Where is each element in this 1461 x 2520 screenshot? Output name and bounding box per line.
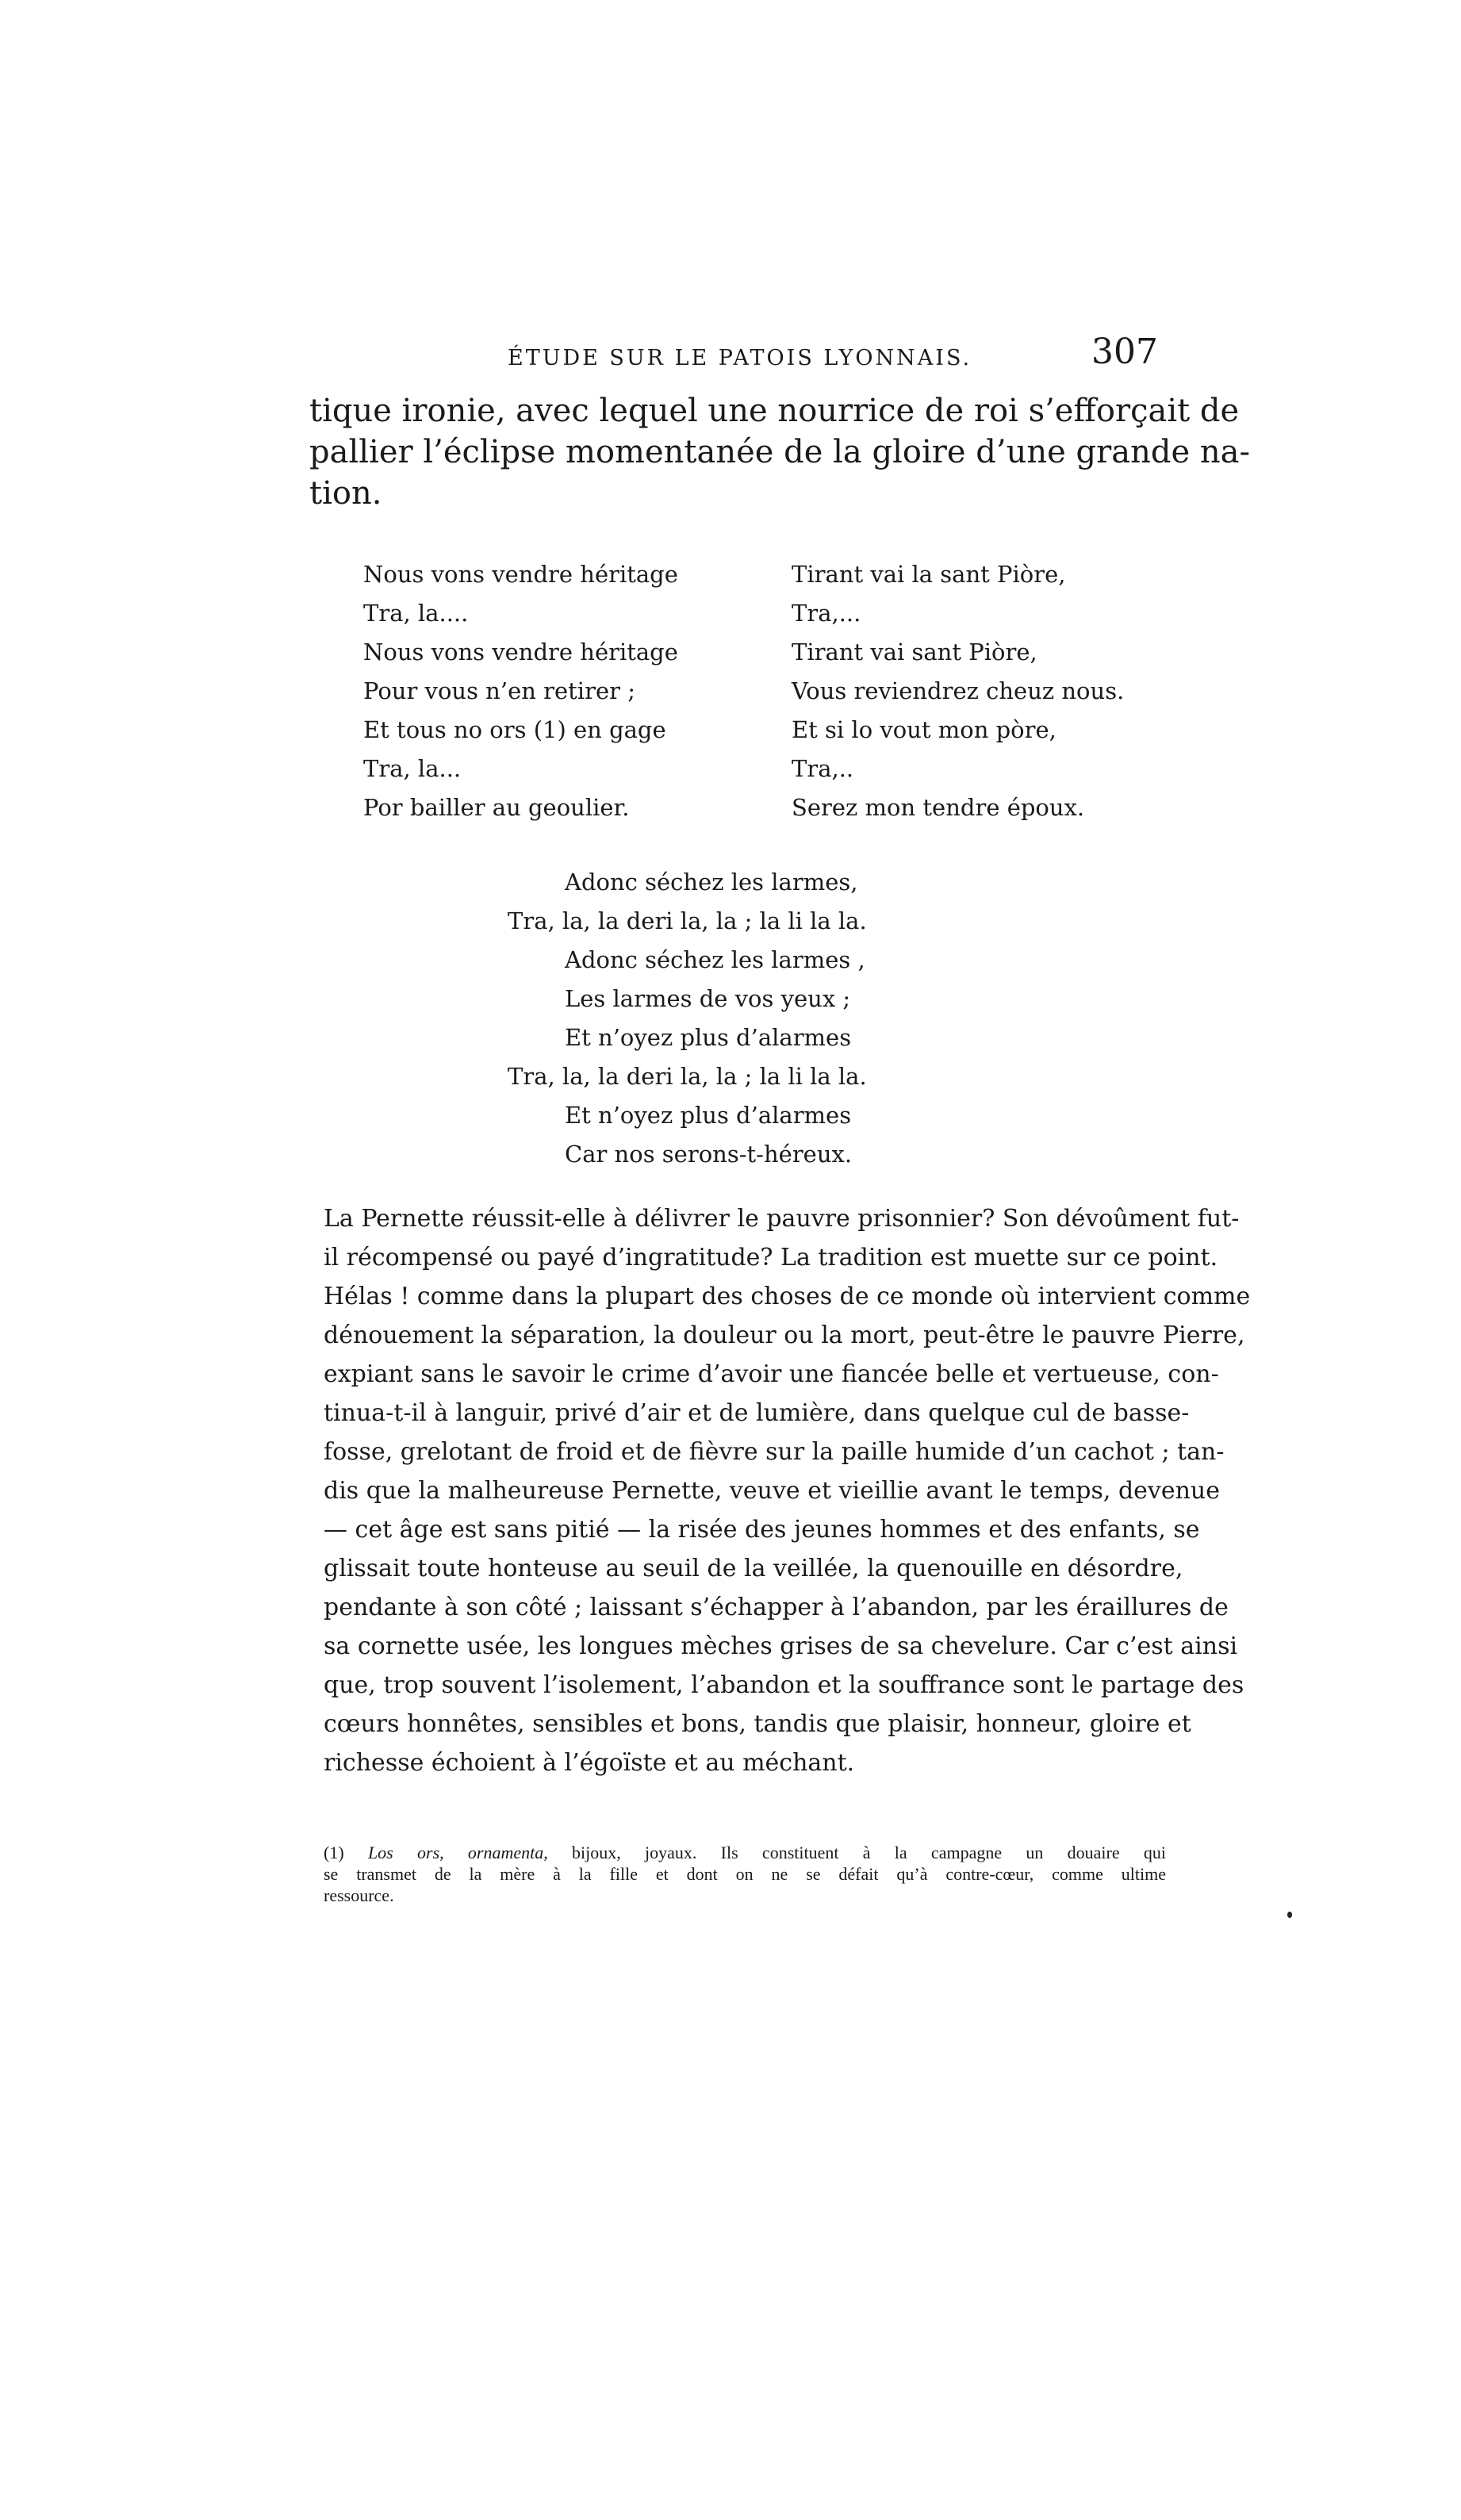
verse-line: Tra, la, la deri la, la ; la li la la. <box>508 907 867 934</box>
running-title: ÉTUDE SUR LE PATOIS LYONNAIS. <box>508 346 972 370</box>
text-line: fosse, grelotant de froid et de fièvre sur la paille humide d’un cachot ; tan- <box>324 1438 1225 1466</box>
verse-line: Les larmes de vos yeux ; <box>565 985 851 1012</box>
text-line: dénouement la séparation, la douleur ou la mort, peut-être le pauvre Pierre, <box>324 1321 1245 1349</box>
verse-line: Nous vons vendre héritage <box>363 639 678 665</box>
text-line: pendante à son côté ; laissant s’échapper à l’abandon, par les éraillures de <box>324 1594 1229 1621</box>
text-line: La Pernette réussit-elle à délivrer le pauvre prisonnier? Son dévoûment fut- <box>324 1205 1240 1233</box>
verse-line: Car nos serons-t-héreux. <box>565 1141 853 1168</box>
verse-line: Tra, la, la deri la, la ; la li la la. <box>508 1063 867 1090</box>
text-line: tion. <box>309 475 382 512</box>
text-line: il récompensé ou payé d’ingratitude? La tradition est muette sur ce point. <box>324 1244 1218 1272</box>
footnote-term: Los ors, ornamenta, <box>367 1843 548 1862</box>
text-line: tinua-t-il à languir, privé d’air et de lumière, dans quelque cul de basse- <box>324 1399 1190 1427</box>
text-line: que, trop souvent l’isolement, l’abandon et la souffrance sont le partage des <box>324 1671 1244 1699</box>
verse-line: Tirant vai sant Piòre, <box>792 639 1037 665</box>
ink-speck <box>1287 1912 1292 1918</box>
text-line: expiant sans le savoir le crime d’avoir une fiancée belle et vertueuse, con- <box>324 1360 1219 1388</box>
footnote-line: ressource. <box>324 1885 394 1905</box>
text-line: tique ironie, avec lequel une nourrice de roi s’efforçait de <box>309 393 1240 429</box>
verse-line: Tra, la.... <box>363 600 469 627</box>
verse-line: Nous vons vendre héritage <box>363 561 678 588</box>
text-line: Hélas ! comme dans la plupart des choses de ce monde où intervient comme <box>324 1283 1251 1310</box>
verse-line: Vous reviendrez cheuz nous. <box>792 677 1125 704</box>
page-number: 307 <box>1091 332 1158 372</box>
text-line: richesse échoient à l’égoïste et au méchant. <box>324 1749 855 1777</box>
footnote-marker: (1) <box>324 1843 344 1862</box>
verse-line: Tra,.. <box>792 755 854 782</box>
verse-line: Adonc séchez les larmes , <box>565 946 865 973</box>
song-refrain <box>508 863 1031 1174</box>
intro-paragraph <box>309 390 1250 514</box>
body-paragraph <box>324 1199 1251 1782</box>
verse-line: Pour vous n’en retirer ; <box>363 677 635 704</box>
verse-line: Et n’oyez plus d’alarmes <box>565 1102 852 1129</box>
song-stanza-right <box>792 555 1156 827</box>
verse-line: Serez mon tendre époux. <box>792 794 1085 821</box>
text-line: — cet âge est sans pitié — la risée des jeunes hommes et des enfants, se <box>324 1516 1200 1544</box>
text-line: dis que la malheureuse Pernette, veuve et vieillie avant le temps, devenue <box>324 1477 1221 1505</box>
footnote-line: se transmet de la mère à la fille et dont on ne se défait qu’à contre-cœur, comme ultime <box>324 1864 1166 1884</box>
verse-line: Et tous no ors (1) en gage <box>363 716 666 743</box>
text-line: sa cornette usée, les longues mèches grises de sa chevelure. Car c’est ainsi <box>324 1632 1238 1660</box>
footnote-line <box>324 1842 1166 1863</box>
text-line: pallier l’éclipse momentanée de la gloire d’une grande na- <box>309 434 1250 470</box>
verse-line: Et si lo vout mon pòre, <box>792 716 1056 743</box>
verse-line: Tirant vai la sant Piòre, <box>792 561 1066 588</box>
verse-line: Adonc séchez les larmes, <box>565 869 858 896</box>
verse-line: Tra,... <box>792 600 861 627</box>
verse-line: Por bailler au geoulier. <box>363 794 630 821</box>
verse-line: Tra, la... <box>363 755 462 782</box>
song-stanza-left <box>363 555 696 827</box>
text-line: cœurs honnêtes, sensibles et bons, tandis que plaisir, honneur, gloire et <box>324 1710 1191 1738</box>
verse-line: Et n’oyez plus d’alarmes <box>565 1024 852 1051</box>
page-header <box>508 332 1158 379</box>
text-line: glissait toute honteuse au seuil de la veillée, la quenouille en désordre, <box>324 1555 1183 1582</box>
footnote-text: bijoux, joyaux. Ils constituent à la campagne un douaire qui <box>572 1843 1167 1862</box>
footnote <box>324 1842 1166 1906</box>
